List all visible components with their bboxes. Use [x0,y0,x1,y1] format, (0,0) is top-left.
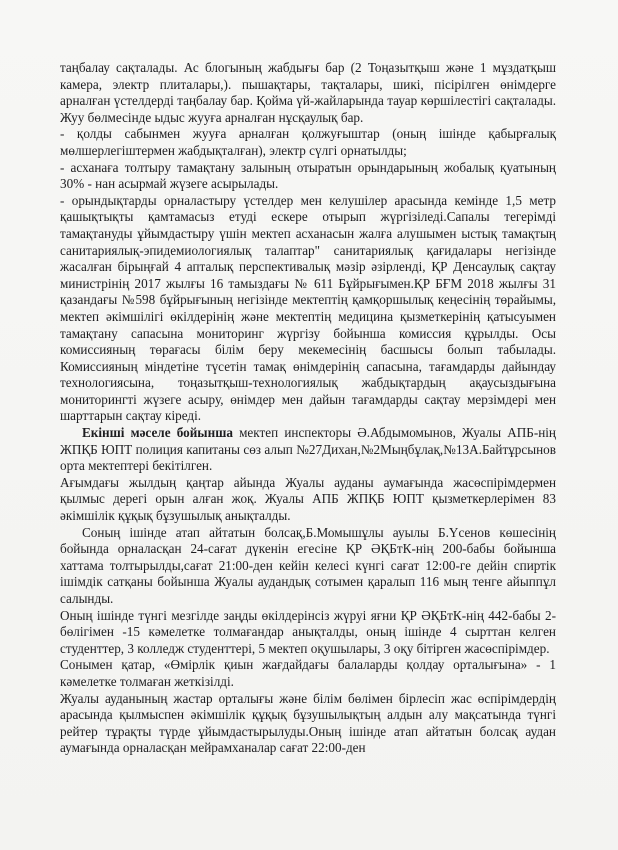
paragraph-canteen-capacity: - асханаға толтыру тамақтану залының отыратын орындарының жобалық қуатының 30% - нан асырмай жүзеге асырылады. [60,159,556,192]
paragraph-second-issue [60,425,556,475]
document-body [60,60,556,757]
paragraph-hand-wash: - қолды сабынмен жууға арналған қолжуғыштар (оның ішінде қабырғалық мөлшерлегіштермен жабдықталған), электр сүлгі орнатылды; [60,126,556,158]
second-issue-text: мектеп инспекторы Ә.Абдымомынов, Жуалы АПБ-нің ЖПҚБ ЮПТ полиция капитаны сөз алып №27Дихан,№2Мыңбұлақ,№13А.Байтұрсынов орта мектептері бекітілген. [60,425,556,474]
paragraph-store-violation: Соның ішінде атап айтатын болсақ,Б.Момышұлы ауылы Б.Үсенов көшесінің бойында орналасқан 24-сағат дүкенін егесіне ҚР ӘҚБтК-нің 200-бабы бойынша хаттама толтырылды,сағат 21:00-ден кейін келесі күнгі сағат 12:00-ге дейін спиртік ішімдік сатқаны бойынша Жуалы аудандық сотымен қаралып 116 мың тенге айыппұл салынды. [60,524,556,606]
paragraph-youth-center-raids: Жуалы ауданының жастар орталығы және білім бөлімен бірлесіп жас өспірімдердің арасында қылмыспен әкімшілік құқық бұзушылықтың алдын алу мақсатында түнгі рейтер тұрақты түрде ұйымдастырылуды.Оның ішінде атап айтатын болсақ аудан аумағында орналасқан мейрамханалар сағат 22:00-ден [60,690,556,756]
paragraph-kitchen-equipment: таңбалау сақталады. Ас блогының жабдығы бар (2 Тоңазытқыш және 1 мұздатқыш камера, электр плиталары,). пышақтары, тақталары, шикі, пісірілген өнімдерге арналған үстелдерді таңбалау бар. Қойма үй-жайларында тауар көршілестігі сақталады. Жуу бөлмесінде ыдыс жууға арналған нұсқаулық бар. [60,60,556,125]
paragraph-seating-commission: - орындықтарды орналастыру үстелдер мен келушілер арасында кемінде 1,5 метр қашықтықты қамтамасыз етуді ескере отырып жүргізіледі.Сапалы тегерімді тамақтануды ұйымдастыру үшін мектеп асханасын жалға алушымен ыстық тамақтың санитариялық-эпидемиологиялық талаптар" санитариялық қағидалары негізінде жасалған бірыңғай 4 апталық перспективалық мәзір әзірленді, ҚР Денсаулық сақтау министрінің 2017 жылғы 16 тамыздағы № 611 Бұйрығымен.ҚР БҒМ 2018 жылғы 31 қазандағы №598 бұйрығының негізінде мектептің қамқоршылық кеңесінің төрайымы, мектеп әкімшілігі өкілдерінің және мектептің медицина қызметкерінің қатысуымен тамақтану сапасына мониторинг жүргізу бойынша комиссия құрылды. Осы комиссияның төрағасы білім беру мекемесінің басшысы болып табылады. Комиссияның міндетіне түсетін тамақ өнімдерінің сапасына, тағамдарды дайындау технологиясына, тоңазытқыш-технологиялық жабдықтардың ақаусыздығына мониторингті жүзеге асыру, өнімдер мен дайын тағамдарды сақтау мерзімдері мен шарттарын сақтау кіреді. [60,192,556,424]
second-issue-heading: Екінші мәселе бойынша [82,425,233,441]
paragraph-support-center: Сонымен қатар, «Өмірлік қиын жағдайдағы балаларды қолдау орталығына» - 1 кәмелетке толмаған жеткізілді. [60,657,556,689]
paragraph-night-minors: Оның ішінде түнгі мезгілде заңды өкілдерінсіз жүруі яғни ҚР ӘҚБтК-нің 442-бабы 2-бөлігімен -15 кәмелетке толмағандар анықталды, оның ішінде 4 сырттан келген студенттер, 3 колледж студенттері, 5 мектеп оқушылары, 3 оқу бітірген жасөспірімдер. [60,607,556,656]
paragraph-january-stats: Ағымдағы жылдың қаңтар айында Жуалы ауданы аумағында жасөспірімдермен қылмыс дерегі орын алған жоқ. Жуалы АПБ ЖПҚБ ЮПТ қызметкерлерімен 83 әкімшілік құқық бұзушылық анықталды. [60,474,556,524]
